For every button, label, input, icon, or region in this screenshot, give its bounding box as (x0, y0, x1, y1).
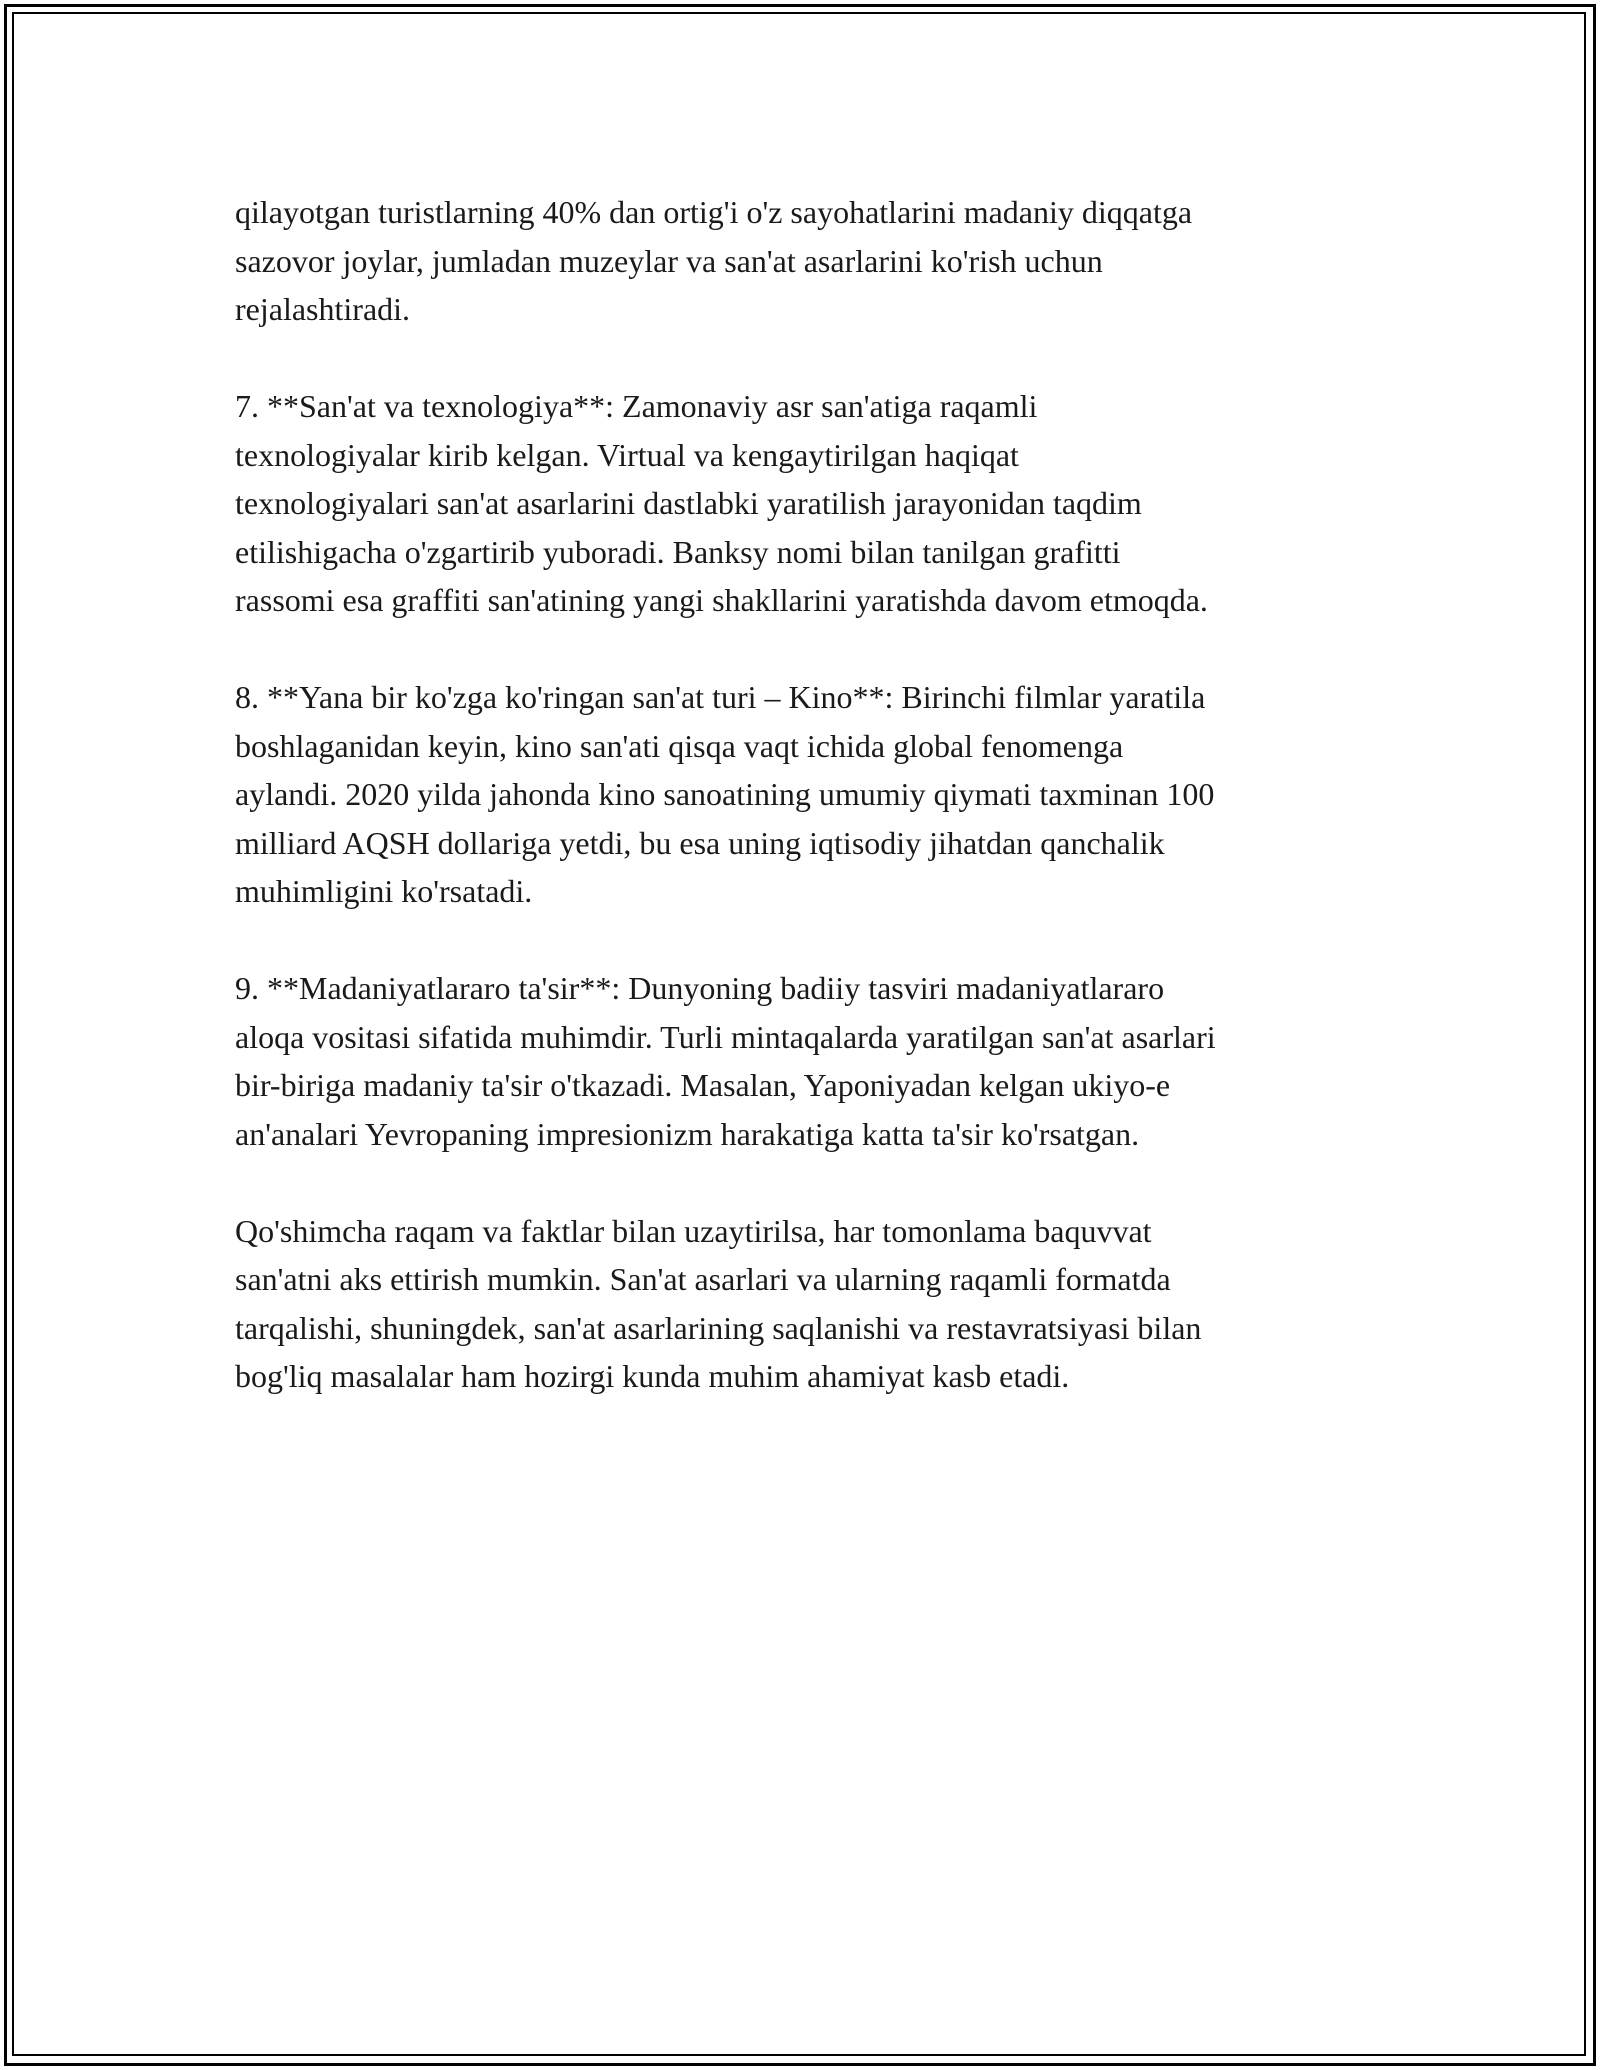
paragraph-cinema: 8. **Yana bir ko'zga ko'ringan san'at turi – Kino**: Birinchi filmlar yaratila boshlaganidan keyin, kino san'ati qisqa vaqt ichida global fenomenga aylandi. 2020 yilda jahonda kino sanoatining umumiy qiymati taxminan 100 milliard AQSH dollariga yetdi, bu esa uning iqtisodiy jihatdan qanchalik muhimligini ko'rsatadi. (235, 679, 1215, 909)
document-body (235, 188, 1375, 1401)
paragraph-conclusion: Qo'shimcha raqam va faktlar bilan uzaytirilsa, har tomonlama baquvvat san'atni aks ettirish mumkin. San'at asarlari va ularning raqamli formatda tarqalishi, shuningdek, san'at asarlarining saqlanishi va restavratsiyasi bilan bog'liq masalalar ham hozirgi kunda muhim ahamiyat kasb etadi. (235, 1212, 1202, 1394)
paragraph-art-and-technology: 7. **San'at va texnologiya**: Zamonaviy asr san'atiga raqamli texnologiyalar kirib kelgan. Virtual va kengaytirilgan haqiqat texnologiyalari san'at asarlarini dastlabki yaratilish jarayonidan taqdim etilishigacha o'zgartirib yuboradi. Banksy nomi bilan tanilgan grafitti rassomi esa graffiti san'atining yangi shakllarini yaratishda davom etmoqda. (235, 388, 1208, 618)
paragraph-tourism-continuation: qilayotgan turistlarning 40% dan ortig'i o'z sayohatlarini madaniy diqqatga sazovor joylar, jumladan muzeylar va san'at asarlarini ko'rish uchun rejalashtiradi. (235, 194, 1193, 327)
paragraph-intercultural-influence: 9. **Madaniyatlararo ta'sir**: Dunyoning badiiy tasviri madaniyatlararo aloqa vositasi sifatida muhimdir. Turli mintaqalarda yaratilgan san'at asarlari bir-biriga madaniy ta'sir o'tkazadi. Masalan, Yaponiyadan kelgan ukiyo-e an'analari Yevropaning impresionizm harakatiga katta ta'sir ko'rsatgan. (235, 970, 1216, 1152)
